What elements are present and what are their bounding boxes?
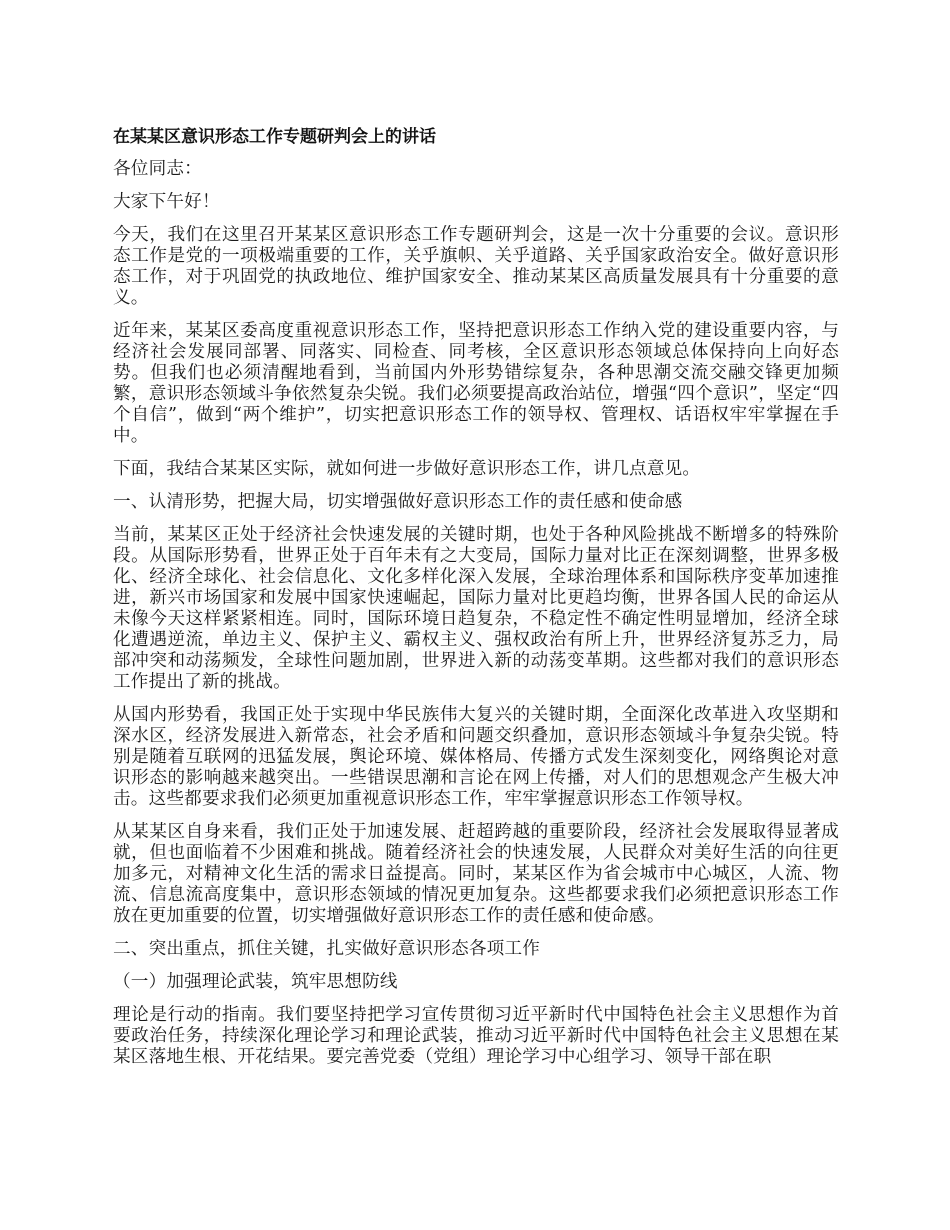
salutation: 各位同志：	[113, 159, 202, 179]
section-heading-2: 二、突出重点，抓住关键，扎实做好意识形态各项工作	[113, 939, 541, 959]
greeting: 大家下午好！	[113, 192, 220, 212]
paragraph-background: 近年来，某某区委高度重视意识形态工作，坚持把意识形态工作纳入党的建设重要内容，与经济社会发展同部署、同落实、同检查、同考核，全区意识形态领域总体保持向上向好态势。但我们也必须清醒地看到，当前国内外形势错综复杂，各种思潮交流交融交锋更加频繁，意识形态领域斗争依然复杂尖锐。我们必须要提高政治站位，增强“四个意识”，坚定“四个自信”，做到“两个维护”，切实把意识形态工作的领导权、管理权、话语权牢牢掌握在手中。	[113, 321, 839, 446]
paragraph-international: 当前，某某区正处于经济社会快速发展的关键时期，也处于各种风险挑战不断增多的特殊阶段。从国际形势看，世界正处于百年未有之大变局，国际力量对比正在深刻调整，世界多极化、经济全球化、社会信息化、文化多样化深入发展，全球治理体系和国际秩序变革加速推进，新兴市场国家和发展中国家快速崛起，国际力量对比更趋均衡，世界各国人民的命运从未像今天这样紧紧相连。同时，国际环境日趋复杂，不稳定性不确定性明显增加，经济全球化遭遇逆流，单边主义、保护主义、霸权主义、强权政治有所上升，世界经济复苏乏力，局部冲突和动荡频发，全球性问题加剧，世界进入新的动荡变革期。这些都对我们的意识形态工作提出了新的挑战。	[113, 525, 839, 692]
paragraph-transition: 下面，我结合某某区实际，就如何进一步做好意识形态工作，讲几点意见。	[113, 459, 701, 479]
document-page	[113, 126, 839, 1080]
paragraph-theory: 理论是行动的指南。我们要坚持把学习宣传贯彻习近平新时代中国特色社会主义思想作为首要政治任务，持续深化理论学习和理论武装，推动习近平新时代中国特色社会主义思想在某某区落地生根、开花结果。要完善党委（党组）理论学习中心组学习、领导干部在职	[113, 1005, 839, 1067]
paragraph-intro: 今天，我们在这里召开某某区意识形态工作专题研判会，这是一次十分重要的会议。意识形态工作是党的一项极端重要的工作，关乎旗帜、关乎道路、关乎国家政治安全。做好意识形态工作，对于巩固党的执政地位、维护国家安全、推动某某区高质量发展具有十分重要的意义。	[113, 225, 839, 308]
paragraph-domestic: 从国内形势看，我国正处于实现中华民族伟大复兴的关键时期，全面深化改革进入攻坚期和深水区，经济发展进入新常态，社会矛盾和问题交织叠加，意识形态领域斗争复杂尖锐。特别是随着互联网的迅猛发展，舆论环境、媒体格局、传播方式发生深刻变化，网络舆论对意识形态的影响越来越突出。一些错误思潮和言论在网上传播，对人们的思想观念产生极大冲击。这些都要求我们必须更加重视意识形态工作，牢牢掌握意识形态工作领导权。	[113, 705, 839, 809]
section-heading-1: 一、认清形势，把握大局，切实增强做好意识形态工作的责任感和使命感	[113, 492, 683, 512]
subsection-heading-1: （一）加强理论武装，筑牢思想防线	[113, 972, 398, 992]
paragraph-local: 从某某区自身来看，我们正处于加速发展、赶超跨越的重要阶段，经济社会发展取得显著成就，但也面临着不少困难和挑战。随着经济社会的快速发展，人民群众对美好生活的向往更加多元，对精神文化生活的需求日益提高。同时，某某区作为省会城市中心城区，人流、物流、信息流高度集中，意识形态领域的情况更加复杂。这些都要求我们必须把意识形态工作放在更加重要的位置，切实增强做好意识形态工作的责任感和使命感。	[113, 822, 839, 926]
document-title: 在某某区意识形态工作专题研判会上的讲话	[113, 127, 436, 147]
